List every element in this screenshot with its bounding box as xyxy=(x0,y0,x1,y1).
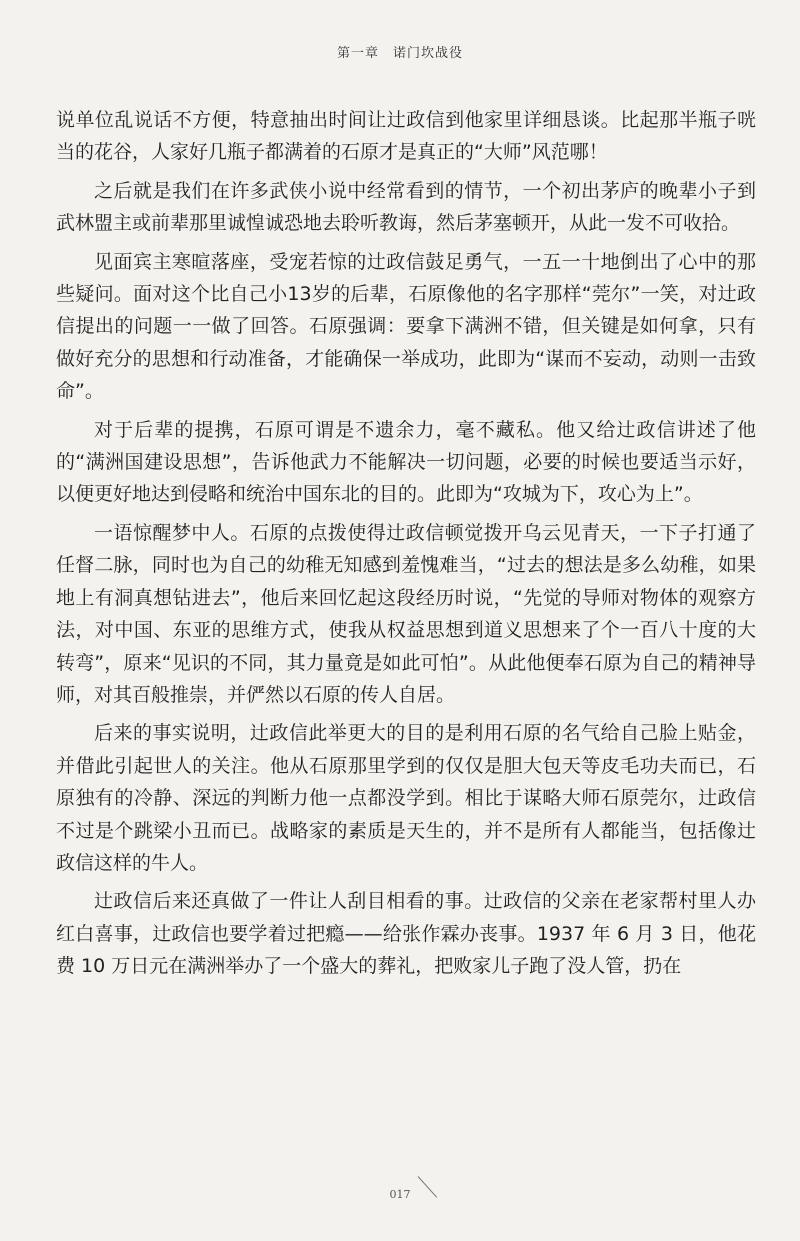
paragraph-4: 对于后辈的提携，石原可谓是不遗余力，毫不藏私。他又给辻政信讲述了他的“满洲国建设思想”，告诉他武力不能解决一切问题，必要的时候也要适当示好，以便更好地达到侵略和统治中国东北的目的。此即为“攻城为下，攻心为上”。 xyxy=(56,418,756,506)
paragraph-6: 后来的事实说明，辻政信此举更大的目的是利用石原的名气给自己脸上贴金，并借此引起世人的关注。他从石原那里学到的仅仅是胆大包天等皮毛功夫而已，石原独有的冷静、深远的判断力他一点都没学到。相比于谋略大师石原莞尔，辻政信不过是个跳梁小丑而已。战略家的素质是天生的，并不是所有人都能当，包括像辻政信这样的牛人。 xyxy=(56,722,756,874)
paragraph-3: 见面宾主寒暄落座，受宠若惊的辻政信鼓足勇气，一五一十地倒出了心中的那些疑问。面对这个比自己小13岁的后辈，石原像他的名字那样“莞尔”一笑，对辻政信提出的问题一一做了回答。石原强调：要拿下满洲不错，但关键是如何拿，只有做好充分的思想和行动准备，才能确保一举成功，此即为“谋而不妄动，动则一击致命”。 xyxy=(56,250,756,403)
page-number: 017 xyxy=(389,1188,411,1201)
body-text xyxy=(56,104,756,989)
running-head: 第一章 诺门坎战役 xyxy=(336,46,463,61)
paragraph-2: 之后就是我们在许多武侠小说中经常看到的情节，一个初出茅庐的晚辈小子到武林盟主或前辈那里诚惶诚恐地去聆听教诲，然后茅塞顿开，从此一发不可收拾。 xyxy=(56,179,756,235)
paragraph-5: 一语惊醒梦中人。石原的点拨使得辻政信顿觉拨开乌云见青天，一下子打通了任督二脉，同时也为自己的幼稚无知感到羞愧难当，“过去的想法是多么幼稚，如果地上有洞真想钻进去”，他后来回忆起这段经历时说，“先觉的导师对物体的观察方法，对中国、东亚的思维方式，使我从权益思想到道义思想来了个一百八十度的大转弯”，原来“见识的不同，其力量竟是如此可怕”。从此他便奉石原为自己的精神导师，对其百般推崇，并俨然以石原的传人自居。 xyxy=(56,521,756,706)
paragraph-1: 说单位乱说话不方便，特意抽出时间让辻政信到他家里详细恳谈。比起那半瓶子咣当的花谷，人家好几瓶子都满着的石原才是真正的“大师”风范哪！ xyxy=(56,109,756,164)
paragraph-7: 辻政信后来还真做了一件让人刮目相看的事。辻政信的父亲在老家帮村里人办红白喜事，辻政信也要学着过把瘾——给张作霖办丧事。1937 年 6 月 3 日，他花费 10 万日元在满洲举办了一个盛大的葬礼，把败家儿子跑了没人管，扔在 xyxy=(56,890,756,978)
